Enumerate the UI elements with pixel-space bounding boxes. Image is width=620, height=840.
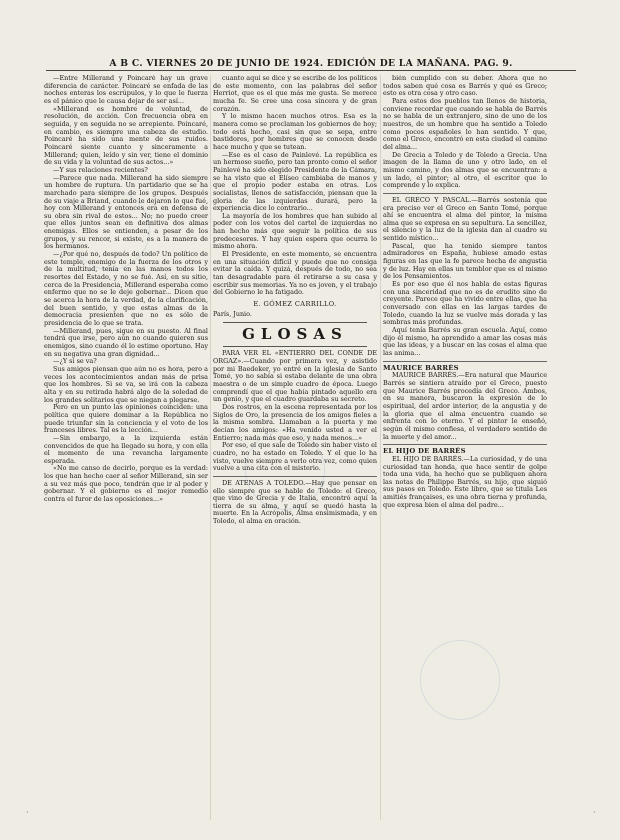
paragraph: De Grecia a Toledo y de Toledo a Grecia. Una imagen de la llama de uno y otro lado, en el mismo camino, y dos almas que se encuentran: a un lado, el pintor; al otro, el escritor que lo comprende y lo explica. (383, 150, 547, 190)
column-divider (210, 75, 211, 820)
paragraph: Dos rostros, en la escena representada por los Siglos de Oro, la presencia de los amigos fieles a la misma sombra. Llamaban a la puerta y me decían los amigos: «Ha venido usted a ver el Entierro; nada más que eso, y nada menos...» (213, 402, 377, 442)
paragraph: PARA VER EL «ENTIERRO DEL CONDE DE ORGAZ».—Cuando por primera vez, y asistido por mi Baedeker, yo entré en la iglesia de Santo Tomé, yo no sabía si estaba delante de una obra maestra o de un simple cuadro de época. Luego comprendí que el que había pintado aquello era un genio, y que el cuadro guardaba su secreto. (213, 349, 377, 404)
paragraph: El Presidente, en este momento, se encuentra en una situación difícil y puede que no consiga evitar la caída. Y quizá, después de todo, no sea tan desagradable para él retirarse a su casa y escribir sus memorias. Ya no es joven, y el trabajo del Gobierno le ha fatigado. (213, 250, 377, 297)
paragraph: —Entre Millerand y Poincaré hay un grave diferencia de carácter. Poincaré se enfada de las noches enteras los escrúpulos, y lo que le fuerza es el pánico que le causa dejar de ser así... (44, 75, 208, 105)
paragraph: DE ATENAS A TOLEDO.—Hay que pensar en ello siempre que se hable de Toledo: el Greco, que vino de Grecia y de Italia, encontró aquí la tierra de su alma, y aquí se quedó hasta la muerte. En la Acrópolis, Alma ensimismada, y en Toledo, el alma en oración. (213, 478, 377, 526)
column-1 (44, 75, 208, 823)
column-divider (380, 75, 381, 820)
column-2 (213, 75, 377, 823)
paragraph: —¿Y si se va? (53, 357, 97, 366)
binding-hole-mark: · (26, 808, 29, 817)
paragraph: La mayoría de los hombres que han subido al poder con los votos del cartel de izquierdas no han hecho más que seguir la política de sus predecesores. Y hay quien espera que ocurra lo mismo ahora. (213, 211, 377, 251)
paragraph: Sus amigos piensan que aún no es hora, pero a veces los acontecimientos andan más de prisa que los hombres. Si se va, se irá con la cabeza alta y en su retirada habrá algo de la soledad de los grandes solitarios que se niegan a plegarse. (44, 364, 208, 404)
paragraph: EL GRECO Y PASCAL.—Barrés sostenía que era preciso ver el Greco en Santo Tomé, porque ahí se encuentra el alma del pintor, la misma alma que se expresa en su sepultura. La sencillez, el silencio y la luz de la iglesia dan al cuadro su sentido místico... (383, 195, 547, 243)
page-header: A B C. VIERNES 20 DE JUNIO DE 1924. EDICIÓN DE LA MAÑANA. PAG. 9. (109, 58, 513, 69)
paragraph: Es por eso que él nos habla de estas figuras con una sinceridad que no es de erudito sino de creyente. Parece que ha vivido entre ellas, que ha conversado con ellas en las largas tardes de Toledo, cuando la luz se vuelve más dorada y las sombras más profundas. (383, 280, 547, 327)
paragraph: Para estos dos pueblos tan llenos de historia, conviene recordar que cuando se habla de Barrés no se habla de un extranjero, sino de uno de los nuestros, de un hombre que ha sentido a Toledo como pocos españoles lo han sentido. Y que, como el Greco, encontró en esta ciudad el camino del alma... (383, 96, 547, 151)
section-rule (223, 322, 367, 323)
paragraph: —Parece que nada. Millerand ha sido siempre un hombre de ruptura. Un partidario que se ha marchado para siempre de los grupos. Después de su viaje a Briand, cuando le dejaron lo que fué, hoy con Millerand y entonces era en defensa de su obra sin rival de estos... No; no puedo creer que ellos juntos sean en definitiva dos almas enemigas. Ellos se entienden, a pesar de los grupos, y su rencor, si existe, es a la manera de los hermanos. (44, 173, 208, 251)
paragraph: Y lo mismo hacen muchos otros. Esa es la manera como se proclaman los gobiernos de hoy; todo está hecho, casi sin que se sepa, entre bastidores, por hombres que se conocen desde hace mucho y que se tutean. (213, 112, 377, 151)
article-dateline: París, Junio. (213, 309, 252, 318)
section-rule (213, 476, 377, 477)
section-heading: EL HIJO DE BARRÉS (383, 447, 466, 456)
header-rule (46, 70, 576, 71)
paragraph: cuanto aquí se dice y se escribe de los políticos de este momento, con las palabras del señor Herriot, que es el que más me gusta. Se merece mucha fe. Se cree una cosa sincera y de gran corazón. (213, 75, 377, 113)
section-rule (223, 346, 367, 347)
column-3 (383, 75, 547, 823)
paragraph: «No me canso de decirlo, porque es la verdad: los que han hecho caer al señor Millerand, sin ser a su vez más que poco, tendrán que ir al poder y gobernar. Y el gobierno es el mejor remedio contra el furor de las oposiciones...» (44, 464, 208, 504)
paragraph: «Millerand es hombre de voluntad, de resolución, de acción. Con frecuencia obra en seguida, y en seguida no se arrepiente. Poincaré, en cambio, es siempre una cabeza de estudio. Poincaré ha sido una mente de sus ruidos. Poincaré siente cuanto y sinceramente a Millerand; quien, leído y sin ver, tiene el dominio de su vida y la voluntad de sus actos...» (44, 104, 208, 167)
paragraph: Pero en un punto las opiniones coinciden: una política que quiere dominar a la República no puede triunfar sin la conciencia y el voto de los franceses libres. Tal es la lección... (44, 403, 208, 435)
paragraph: —Millerand, pues, sigue en su puesto. Al final tendrá que irse, pero aún no cuando quieren sus enemigos, sino cuando él lo estime oportuno. Hay en su negativa una gran dignidad... (44, 326, 208, 358)
binding-hole-mark: · (593, 808, 596, 817)
paragraph: EL HIJO DE BARRÉS.—La curiosidad, y de una curiosidad tan honda, que hace sentir de golpe toda una vida, ha hecho que se publiquen ahora las notas de Philippe Barrés, su hijo, que siguió sus pasos en Toledo. Este libro, que se titula Les amitiés françaises, es una obra tierna y profunda, que expresa bien el alma del padre... (383, 454, 547, 509)
paragraph: —Sin embargo, a la izquierda están convencidos de que ha llegado su hora, y con ella el momento de una revancha largamente esperada. (44, 433, 208, 465)
paragraph: —Y sus relaciones recientes? (53, 165, 148, 174)
section-rule (383, 444, 547, 445)
section-heading: MAURICE BARRÉS (383, 363, 459, 372)
section-title-glosas: GLOSAS (242, 325, 348, 344)
paragraph: Por eso, el que sale de Toledo sin haber visto el cuadro, no ha estado en Toledo. Y el que lo ha visto, vuelve siempre a verlo otra vez, como quien vuelve a una cita con el misterio. (213, 441, 377, 473)
paragraph: —¿Por qué no, después de todo? Un político de este temple, enemigo de la fuerza de los otros y de la multitud, tenía en las manos todos los resortes del Estado, y no se fué. Así, en su sitio, cerca de la Presidencia, Millerand esperaba como enfermo que no se le deje gobernar... Dicen que se acerca la hora de la verdad, de la clarificación, del buen sentido, y que estas almas de la democracia presienten que no es sólo de presidencia de lo que se trata. (44, 250, 208, 327)
section-rule (383, 193, 547, 194)
paragraph: MAURICE BARRÉS.—Era natural que Maurice Barrés se sintiera atraído por el Greco, puesto que Maurice Barrés procedía del Greco. Ambos, en su manera, buscaron la expresión de lo espiritual, del ardor interior, de la angustia y de la gloria que el alma encuentra cuando se enfrenta con lo eterno. Y el pintor le enseñó, según él mismo confiesa, el verdadero sentido de la muerte y del amor... (383, 371, 547, 441)
paragraph: —Ese es el caso de Painlevé. La república es un hermoso sueño, pero tan pronto como el señor Painlevé ha sido elegido Presidente de la Cámara, se ha visto que el Elíseo cambiaba de manos y que el propio poder estaba en otras. Los socialistas, llenos de satisfacción, piensan que la gloria de las izquierdas durará, pero la experiencia dice lo contrario... (213, 150, 377, 213)
paragraph: Pascal, que ha tenido siempre tantos admiradores en España, hubiese amado estas figuras en las que la fe parece hecha de angustia y de luz. Hay en ellas un temblor que es el mismo de los Pensamientos. (383, 241, 547, 281)
paragraph: bién cumplido con su deber. Ahora que no todos saben qué cosa es Barrés y qué es Greco; esto es otra cosa y otro caso. (383, 75, 547, 98)
article-signature: E. GÓMEZ CARRILLO. (253, 300, 337, 309)
section-rule (383, 361, 547, 362)
paragraph: Aquí tenía Barrés su gran escuela. Aquí, como dijo él mismo, ha aprendido a amar las cosas más que las ideas, y a buscar en las cosas el alma que las anima... (383, 326, 547, 357)
